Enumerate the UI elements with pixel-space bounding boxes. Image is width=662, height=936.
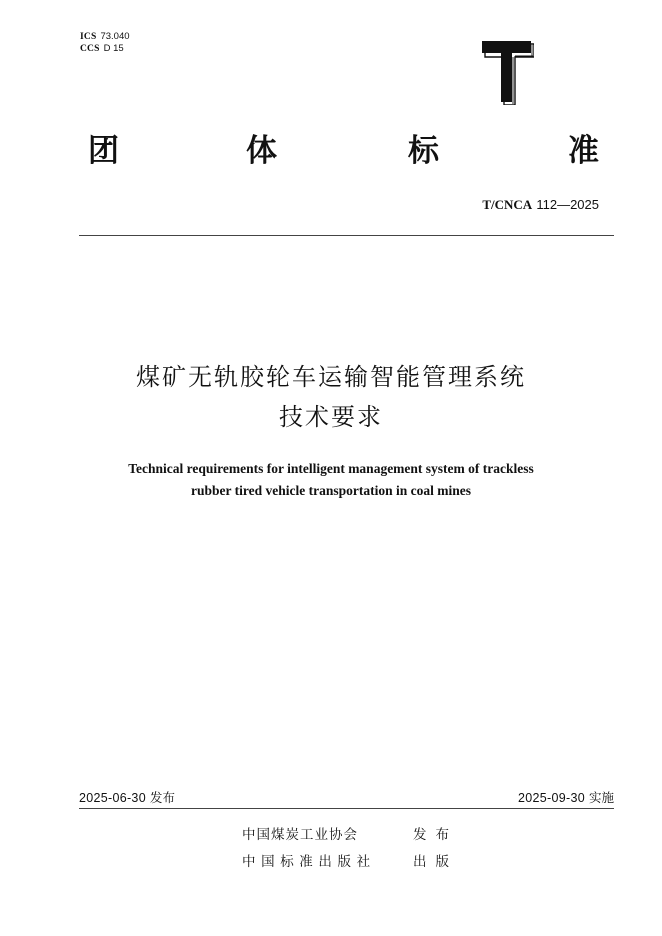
standard-type-char: 标 xyxy=(408,133,439,169)
standard-type-char: 团 xyxy=(88,133,119,169)
implementation-date-value: 2025-09-30 xyxy=(518,791,585,805)
issuer-action: 发布 xyxy=(413,827,458,843)
release-date xyxy=(79,790,175,806)
release-date-value: 2025-06-30 xyxy=(79,791,146,805)
ics-code xyxy=(80,31,130,43)
implementation-date xyxy=(518,790,614,806)
ics-label: ICS xyxy=(80,32,97,42)
title-cn-line2: 技术要求 xyxy=(279,403,383,431)
issuer-org: 中国煤炭工业协会 xyxy=(242,827,358,843)
standard-type-char: 准 xyxy=(568,133,599,169)
standard-number-prefix: T/CNCA xyxy=(482,197,533,212)
ccs-value: D 15 xyxy=(103,43,124,54)
implementation-date-word: 实施 xyxy=(588,790,614,805)
release-date-word: 发布 xyxy=(149,790,175,805)
ccs-label: CCS xyxy=(80,44,100,54)
ccs-code xyxy=(80,43,124,55)
ics-value: 73.040 xyxy=(100,31,130,42)
standard-mark-t-icon xyxy=(482,41,534,105)
top-divider xyxy=(79,235,614,236)
standard-number xyxy=(482,197,599,214)
standard-type-char: 体 xyxy=(246,133,277,169)
publisher-org: 中国标准出版社 xyxy=(242,854,376,870)
title-en-line2: rubber tired vehicle transportation in coal mines xyxy=(191,483,471,498)
title-en-line1: Technical requirements for intelligent management system of trackless xyxy=(128,461,534,476)
standard-number-value: 112—2025 xyxy=(536,197,599,212)
bottom-divider xyxy=(79,808,614,809)
publisher-action: 出版 xyxy=(413,854,458,870)
title-cn-line1: 煤矿无轨胶轮车运输智能管理系统 xyxy=(136,363,526,391)
